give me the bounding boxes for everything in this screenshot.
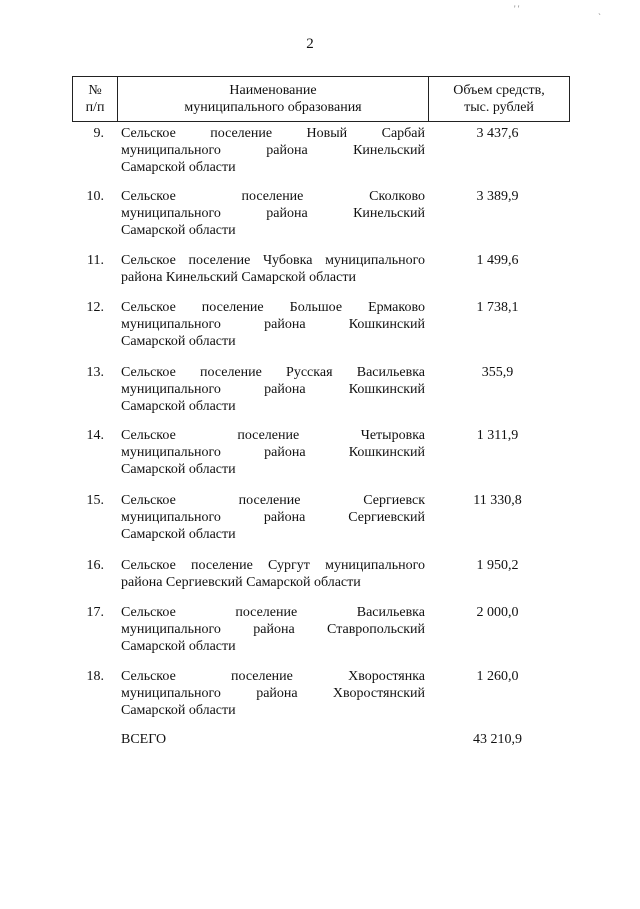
row-name: [121, 604, 425, 655]
row-name: [121, 557, 425, 591]
table-row: [72, 427, 570, 478]
row-name-line: Сельское поселение Чубовка муниципального: [121, 253, 425, 268]
total-label: ВСЕГО: [121, 732, 167, 747]
row-name-line: Сельское поселение Васильевка: [121, 605, 425, 620]
row-number: 16.: [86, 558, 104, 573]
row-name: [121, 125, 425, 176]
table-body: [72, 125, 570, 719]
row-name: [121, 188, 425, 239]
row-name-line: Сельское поселение Хворостянка: [121, 669, 425, 684]
total-value: 43 210,9: [473, 732, 522, 747]
row-number: 18.: [86, 669, 104, 684]
row-name-line: муниципального района Хворостянский: [121, 686, 425, 701]
table-row: [72, 299, 570, 350]
row-value: 355,9: [481, 365, 514, 380]
row-name-line: муниципального района Сергиевский: [121, 510, 425, 525]
total-row: [72, 731, 570, 748]
row-number: 9.: [93, 126, 104, 141]
row-name: [121, 252, 425, 286]
header-name-column: [118, 77, 429, 121]
table-row: [72, 492, 570, 543]
header-name-line2: муниципального образования: [184, 100, 362, 115]
row-name: [121, 364, 425, 415]
page-number: 2: [306, 36, 314, 52]
row-name-line: Самарской области: [121, 160, 236, 175]
row-name-line: района Кинельский Самарской области: [121, 270, 356, 285]
row-value: 1 260,0: [476, 669, 519, 684]
table-row: [72, 668, 570, 719]
table-row: [72, 188, 570, 239]
table-row: [72, 604, 570, 655]
row-name-line: района Сергиевский Самарской области: [121, 575, 361, 590]
row-name-line: Самарской области: [121, 223, 236, 238]
row-name-line: Самарской области: [121, 639, 236, 654]
row-value: 11 330,8: [473, 493, 522, 508]
row-value: 1 738,1: [476, 300, 519, 315]
row-name: [121, 492, 425, 543]
row-name-line: муниципального района Кинельский: [121, 206, 425, 221]
row-number: 14.: [86, 428, 104, 443]
row-name-line: Сельское поселение Новый Сарбай: [121, 126, 425, 141]
row-name-line: муниципального района Кошкинский: [121, 445, 425, 460]
row-number: 17.: [86, 605, 104, 620]
row-name: [121, 668, 425, 719]
row-name-line: Сельское поселение Сколково: [121, 189, 425, 204]
row-name-line: Сельское поселение Русская Васильевка: [121, 365, 425, 380]
table-row: [72, 252, 570, 286]
table-row: [72, 364, 570, 415]
row-value: 3 437,6: [476, 126, 519, 141]
row-name: [121, 427, 425, 478]
row-name: [121, 299, 425, 350]
row-value: 3 389,9: [476, 189, 519, 204]
funding-table: [72, 76, 570, 748]
row-number: 13.: [86, 365, 104, 380]
row-name-line: муниципального района Кинельский: [121, 143, 425, 158]
row-value: 2 000,0: [476, 605, 519, 620]
row-name-line: Сельское поселение Большое Ермаково: [121, 300, 425, 315]
row-name-line: Самарской области: [121, 462, 236, 477]
header-volume-line1: Объем средств,: [453, 83, 545, 98]
row-number: 10.: [86, 189, 104, 204]
row-name-line: Сельское поселение Четыровка: [121, 428, 425, 443]
table-row: [72, 557, 570, 591]
scan-mark: ' ': [514, 4, 520, 14]
row-name-line: Самарской области: [121, 334, 236, 349]
row-value: 1 499,6: [476, 253, 519, 268]
row-value: 1 311,9: [476, 428, 519, 443]
row-name-line: Самарской области: [121, 703, 236, 718]
header-number-column: [73, 77, 118, 121]
row-number: 15.: [86, 493, 104, 508]
header-number-line1: №: [88, 83, 102, 98]
scan-mark: `: [598, 12, 601, 22]
row-name-line: Сельское поселение Сургут муниципального: [121, 558, 425, 573]
row-name-line: Самарской области: [121, 527, 236, 542]
row-name-line: Сельское поселение Сергиевск: [121, 493, 425, 508]
header-number-line2: п/п: [85, 100, 105, 115]
table-header: [72, 76, 570, 122]
row-name-line: муниципального района Кошкинский: [121, 317, 425, 332]
row-name-line: муниципального района Ставропольский: [121, 622, 425, 637]
header-volume-column: [429, 77, 569, 121]
table-row: [72, 125, 570, 176]
row-name-line: муниципального района Кошкинский: [121, 382, 425, 397]
row-name-line: Самарской области: [121, 399, 236, 414]
header-volume-line2: тыс. рублей: [464, 100, 534, 115]
row-value: 1 950,2: [476, 558, 519, 573]
row-number: 11.: [87, 253, 104, 268]
row-number: 12.: [86, 300, 104, 315]
header-name-line1: Наименование: [229, 83, 317, 98]
